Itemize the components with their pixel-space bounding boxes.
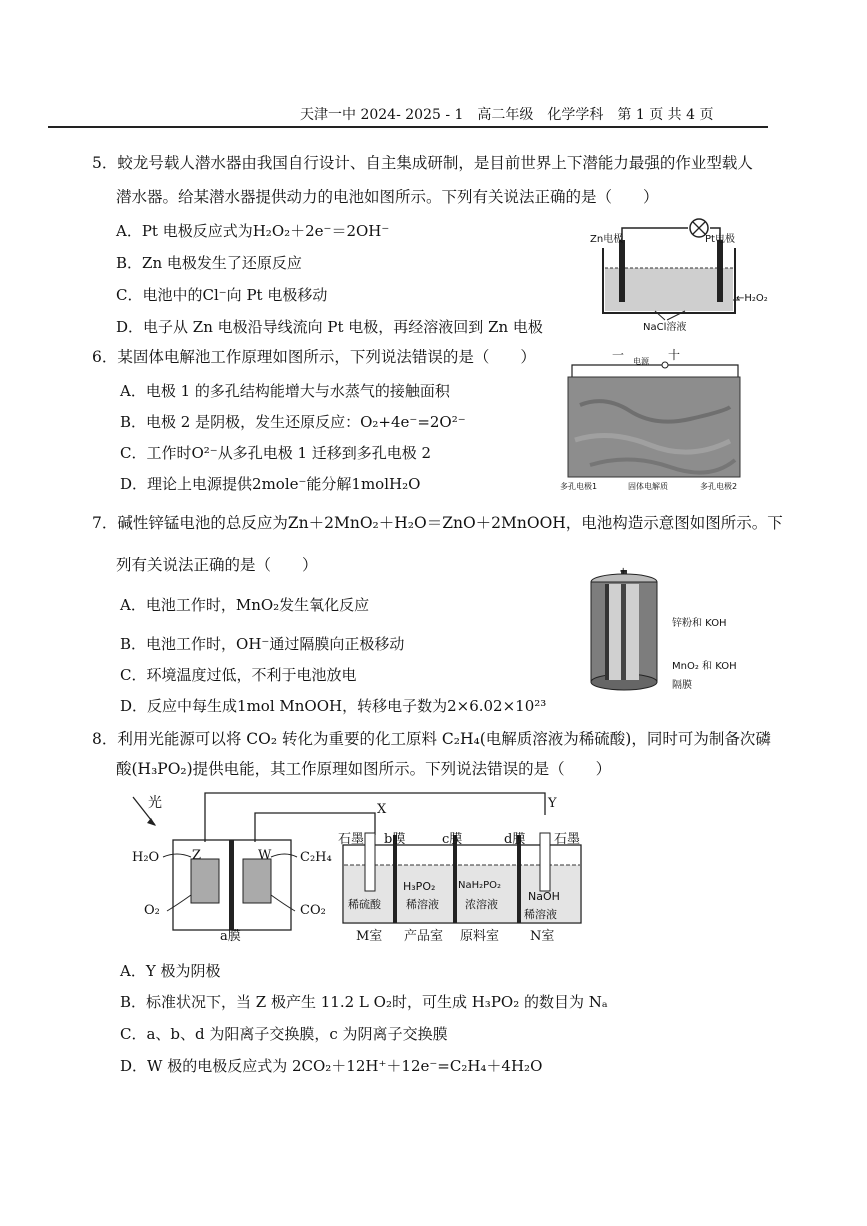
q7-fig-separator-label: 隔膜 [672, 680, 692, 691]
q5-fig-nacl-label: NaCl溶液 [643, 322, 687, 333]
q8-fig-n-room: N室 [530, 929, 555, 944]
q8-fig-x-label: X [377, 802, 387, 817]
q6-fig-power-label: 电源 [633, 357, 649, 366]
q6-fig-plus-label: 十 [668, 348, 681, 362]
q6-fig-minus-label: 一 [612, 348, 625, 362]
q8-fig-n-solution2: 稀溶液 [524, 908, 557, 921]
q8-fig-h2o-label: H₂O [132, 850, 160, 865]
q5-option-c: C．电池中的Cl⁻向 Pt 电极移动 [116, 286, 328, 304]
page-header: 天津一中 2024- 2025 - 1 高二年级 化学学科 第 1 页 共 4 页 [300, 107, 714, 123]
q8-option-c: C．a、b、d 为阳离子交换膜，c 为阴离子交换膜 [120, 1025, 448, 1043]
q7-stem-line2: 列有关说法正确的是（ ） [116, 556, 318, 574]
q5-fig-pt-label: Pt电极 [705, 234, 735, 245]
q8-fig-w-label: W [258, 848, 272, 863]
q8-photoelectric-figure [125, 785, 590, 945]
q7-stem-line1: 7．碱性锌锰电池的总反应为Zn＋2MnO₂＋H₂O＝ZnO＋2MnOOH，电池构造示意图如图所示。下 [92, 514, 783, 532]
q8-stem-line2: 酸(H₃PO₂)提供电能，其工作原理如图所示。下列说法错误的是（ ） [116, 760, 612, 778]
q8-fig-y-label: Y [548, 796, 557, 811]
q8-fig-graphite1-label: 石墨 [338, 832, 365, 847]
q6-stem-line1: 6．某固体电解池工作原理如图所示，下列说法错误的是（ ） [92, 348, 536, 366]
q7-fig-mno2-label: MnO₂ 和 KOH [672, 661, 737, 672]
q8-fig-product-solution2: 稀溶液 [406, 898, 439, 911]
q8-fig-raw-solution1: NaH₂PO₂ [458, 880, 502, 891]
q5-option-b: B．Zn 电极发生了还原反应 [116, 254, 302, 272]
q8-fig-product-solution1: H₃PO₂ [403, 880, 436, 893]
q8-fig-o2-label: O₂ [144, 903, 160, 918]
q5-stem-line1: 5．蛟龙号载人潜水器由我国自行设计、自主集成研制，是目前世界上下潜能力最强的作业型载人 [92, 154, 753, 172]
q7-fig-zn-label: 锌粉和 KOH [672, 618, 727, 629]
q5-fig-zn-label: Zn电极 [590, 234, 624, 245]
q6-fig-electrolyte-label: 固体电解质 [628, 482, 668, 491]
q8-fig-raw-room: 原料室 [460, 929, 500, 944]
q6-electrolysis-figure [560, 345, 750, 495]
q8-fig-z-label: Z [192, 848, 202, 863]
q8-fig-n-solution1: NaOH [528, 890, 560, 903]
q8-fig-raw-solution2: 浓溶液 [465, 898, 498, 911]
q8-fig-amem-label: a膜 [220, 929, 241, 944]
q6-fig-electrode2-label: 多孔电极2 [700, 482, 738, 491]
q8-fig-product-room: 产品室 [404, 929, 444, 944]
q8-fig-cmem-label: c膜 [442, 832, 463, 847]
q5-stem-line2: 潜水器。给某潜水器提供动力的电池如图所示。下列有关说法正确的是（ ） [116, 188, 659, 206]
q8-fig-m-room: M室 [356, 929, 383, 944]
q8-fig-graphite2-label: 石墨 [554, 832, 581, 847]
q8-stem-line1: 8．利用光能源可以将 CO₂ 转化为重要的化工原料 C₂H₄(电解质溶液为稀硫酸)，同时可为制备次磷 [92, 730, 771, 748]
q8-option-b: B．标准状况下，当 Z 极产生 11.2 L O₂时，可生成 H₃PO₂ 的数目为 Nₐ [120, 993, 608, 1011]
q7-option-b: B．电池工作时，OH⁻通过隔膜向正极移动 [120, 635, 405, 653]
q7-option-a: A．电池工作时，MnO₂发生氧化反应 [120, 596, 370, 614]
q8-fig-bmem-label: b膜 [384, 832, 406, 847]
q6-option-a: A．电极 1 的多孔结构能增大与水蒸气的接触面积 [120, 382, 450, 400]
q6-option-c: C．工作时O²⁻从多孔电极 1 迁移到多孔电极 2 [120, 444, 432, 462]
header-divider [48, 126, 768, 128]
q6-option-b: B．电极 2 是阴极，发生还原反应：O₂+4e⁻=2O²⁻ [120, 413, 466, 431]
q6-fig-electrode1-label: 多孔电极1 [560, 482, 598, 491]
q8-fig-m-solution: 稀硫酸 [348, 898, 381, 911]
q6-option-d: D．理论上电源提供2mole⁻能分解1molH₂O [120, 475, 421, 493]
q7-battery-figure [585, 570, 675, 698]
q8-fig-light-label: 光 [148, 795, 162, 811]
q8-fig-c2h4-label: C₂H₄ [300, 850, 332, 865]
q5-fig-h2o2-label: ←H₂O₂ [736, 293, 768, 304]
q5-option-d: D．电子从 Zn 电极沿导线流向 Pt 电极，再经溶液回到 Zn 电极 [116, 318, 543, 336]
q5-option-a: A．Pt 电极反应式为H₂O₂＋2e⁻＝2OH⁻ [116, 222, 390, 240]
q7-fig-plus-label: + [619, 566, 628, 577]
q7-option-d: D．反应中每生成1mol MnOOH，转移电子数为2×6.02×10²³ [120, 697, 547, 715]
q8-option-d: D．W 极的电极反应式为 2CO₂＋12H⁺＋12e⁻=C₂H₄＋4H₂O [120, 1057, 543, 1075]
q8-fig-dmem-label: d膜 [504, 832, 526, 847]
q8-option-a: A．Y 极为阴极 [120, 962, 221, 980]
q7-option-c: C．环境温度过低，不利于电池放电 [120, 666, 357, 684]
q8-fig-co2-label: CO₂ [300, 903, 326, 918]
